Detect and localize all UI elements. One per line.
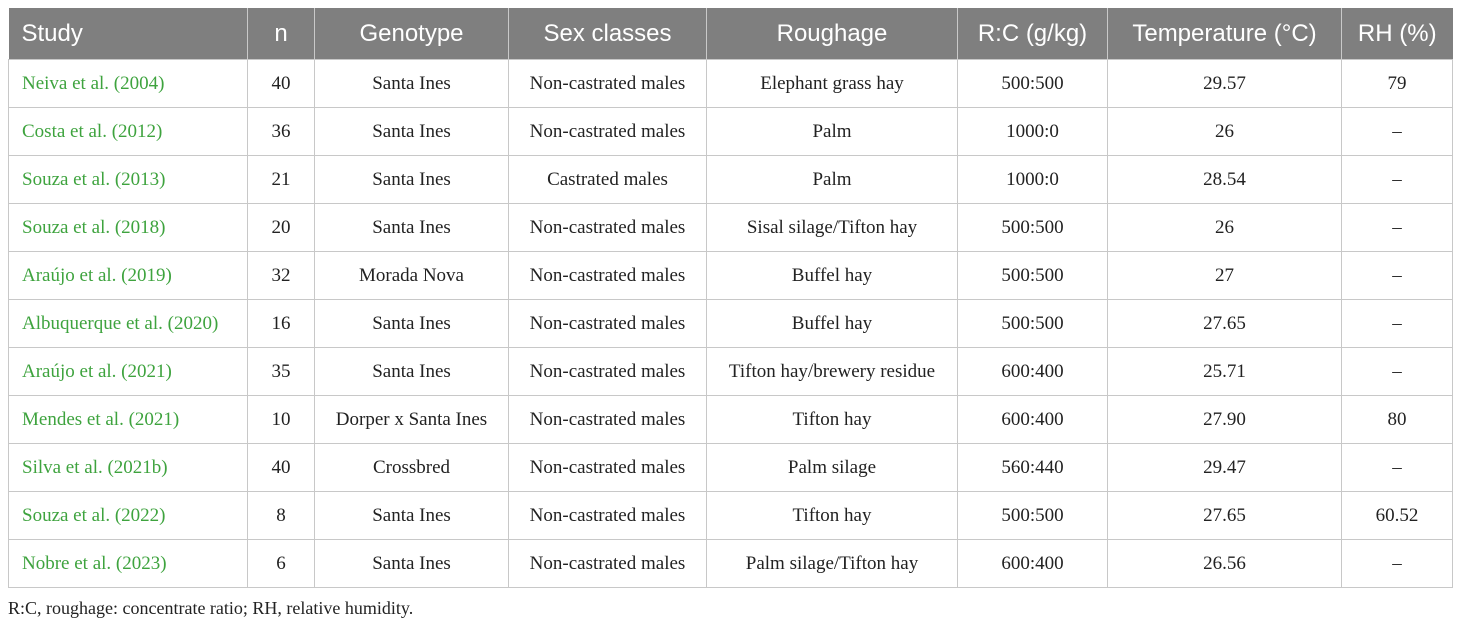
cell-rh: 80	[1342, 396, 1453, 444]
study-link[interactable]: Araújo et al. (2019)	[9, 252, 248, 300]
study-link[interactable]: Costa et al. (2012)	[9, 108, 248, 156]
header-genotype: Genotype	[315, 8, 509, 60]
cell-temperature: 28.54	[1108, 156, 1342, 204]
table-header-row	[9, 8, 1453, 60]
cell-rc-ratio: 560:440	[958, 444, 1108, 492]
cell-sex-class: Non-castrated males	[509, 444, 707, 492]
study-link[interactable]: Souza et al. (2013)	[9, 156, 248, 204]
cell-temperature: 27	[1108, 252, 1342, 300]
cell-n: 6	[248, 540, 315, 588]
cell-rc-ratio: 500:500	[958, 204, 1108, 252]
table-row	[9, 252, 1453, 300]
cell-temperature: 26	[1108, 204, 1342, 252]
cell-temperature: 26.56	[1108, 540, 1342, 588]
table-footnote: R:C, roughage: concentrate ratio; RH, relative humidity.	[8, 598, 414, 618]
cell-roughage: Palm	[707, 108, 958, 156]
cell-roughage: Palm silage	[707, 444, 958, 492]
study-link[interactable]: Neiva et al. (2004)	[9, 60, 248, 108]
cell-rh: 79	[1342, 60, 1453, 108]
header-n: n	[248, 8, 315, 60]
table-row	[9, 204, 1453, 252]
cell-temperature: 29.47	[1108, 444, 1342, 492]
cell-sex-class: Non-castrated males	[509, 108, 707, 156]
table-row	[9, 540, 1453, 588]
study-link[interactable]: Araújo et al. (2021)	[9, 348, 248, 396]
cell-genotype: Santa Ines	[315, 300, 509, 348]
cell-rh: –	[1342, 204, 1453, 252]
cell-rc-ratio: 500:500	[958, 60, 1108, 108]
cell-rh: –	[1342, 348, 1453, 396]
cell-rh: –	[1342, 300, 1453, 348]
cell-genotype: Morada Nova	[315, 252, 509, 300]
study-link[interactable]: Albuquerque et al. (2020)	[9, 300, 248, 348]
cell-n: 8	[248, 492, 315, 540]
study-link[interactable]: Mendes et al. (2021)	[9, 396, 248, 444]
cell-rc-ratio: 500:500	[958, 252, 1108, 300]
study-link[interactable]: Souza et al. (2022)	[9, 492, 248, 540]
cell-genotype: Dorper x Santa Ines	[315, 396, 509, 444]
header-temperature: Temperature (°C)	[1108, 8, 1342, 60]
cell-rc-ratio: 500:500	[958, 492, 1108, 540]
cell-genotype: Santa Ines	[315, 348, 509, 396]
cell-temperature: 29.57	[1108, 60, 1342, 108]
cell-rh: –	[1342, 444, 1453, 492]
table-row	[9, 300, 1453, 348]
header-study: Study	[9, 8, 248, 60]
study-link[interactable]: Nobre et al. (2023)	[9, 540, 248, 588]
cell-roughage: Buffel hay	[707, 300, 958, 348]
cell-genotype: Santa Ines	[315, 204, 509, 252]
cell-genotype: Santa Ines	[315, 156, 509, 204]
cell-n: 40	[248, 60, 315, 108]
cell-temperature: 27.65	[1108, 300, 1342, 348]
table-body	[9, 60, 1453, 588]
cell-sex-class: Non-castrated males	[509, 396, 707, 444]
cell-sex-class: Castrated males	[509, 156, 707, 204]
cell-roughage: Buffel hay	[707, 252, 958, 300]
studies-table	[8, 8, 1453, 588]
header-roughage: Roughage	[707, 8, 958, 60]
table-row	[9, 108, 1453, 156]
cell-genotype: Crossbred	[315, 444, 509, 492]
cell-genotype: Santa Ines	[315, 60, 509, 108]
cell-n: 35	[248, 348, 315, 396]
cell-roughage: Elephant grass hay	[707, 60, 958, 108]
cell-temperature: 27.90	[1108, 396, 1342, 444]
cell-sex-class: Non-castrated males	[509, 60, 707, 108]
cell-roughage: Tifton hay	[707, 492, 958, 540]
cell-sex-class: Non-castrated males	[509, 252, 707, 300]
cell-sex-class: Non-castrated males	[509, 300, 707, 348]
study-link[interactable]: Silva et al. (2021b)	[9, 444, 248, 492]
cell-rh: –	[1342, 252, 1453, 300]
cell-n: 21	[248, 156, 315, 204]
cell-genotype: Santa Ines	[315, 540, 509, 588]
cell-rc-ratio: 1000:0	[958, 156, 1108, 204]
cell-temperature: 27.65	[1108, 492, 1342, 540]
cell-rh: –	[1342, 156, 1453, 204]
cell-rc-ratio: 600:400	[958, 396, 1108, 444]
cell-roughage: Palm silage/Tifton hay	[707, 540, 958, 588]
header-rc-ratio: R:C (g/kg)	[958, 8, 1108, 60]
cell-rc-ratio: 600:400	[958, 540, 1108, 588]
cell-n: 20	[248, 204, 315, 252]
cell-roughage: Palm	[707, 156, 958, 204]
cell-n: 40	[248, 444, 315, 492]
cell-rh: –	[1342, 108, 1453, 156]
cell-sex-class: Non-castrated males	[509, 540, 707, 588]
table-row	[9, 492, 1453, 540]
data-table-container	[8, 8, 1452, 588]
header-sex-classes: Sex classes	[509, 8, 707, 60]
cell-n: 32	[248, 252, 315, 300]
cell-roughage: Tifton hay	[707, 396, 958, 444]
cell-genotype: Santa Ines	[315, 492, 509, 540]
cell-roughage: Sisal silage/Tifton hay	[707, 204, 958, 252]
cell-genotype: Santa Ines	[315, 108, 509, 156]
cell-n: 10	[248, 396, 315, 444]
table-row	[9, 156, 1453, 204]
cell-n: 36	[248, 108, 315, 156]
table-row	[9, 444, 1453, 492]
cell-rc-ratio: 1000:0	[958, 108, 1108, 156]
table-row	[9, 348, 1453, 396]
cell-rh: –	[1342, 540, 1453, 588]
header-rh: RH (%)	[1342, 8, 1453, 60]
cell-sex-class: Non-castrated males	[509, 204, 707, 252]
cell-rc-ratio: 500:500	[958, 300, 1108, 348]
cell-sex-class: Non-castrated males	[509, 348, 707, 396]
cell-roughage: Tifton hay/brewery residue	[707, 348, 958, 396]
table-row	[9, 396, 1453, 444]
study-link[interactable]: Souza et al. (2018)	[9, 204, 248, 252]
cell-rh: 60.52	[1342, 492, 1453, 540]
cell-n: 16	[248, 300, 315, 348]
cell-temperature: 26	[1108, 108, 1342, 156]
table-row	[9, 60, 1453, 108]
cell-sex-class: Non-castrated males	[509, 492, 707, 540]
cell-temperature: 25.71	[1108, 348, 1342, 396]
cell-rc-ratio: 600:400	[958, 348, 1108, 396]
